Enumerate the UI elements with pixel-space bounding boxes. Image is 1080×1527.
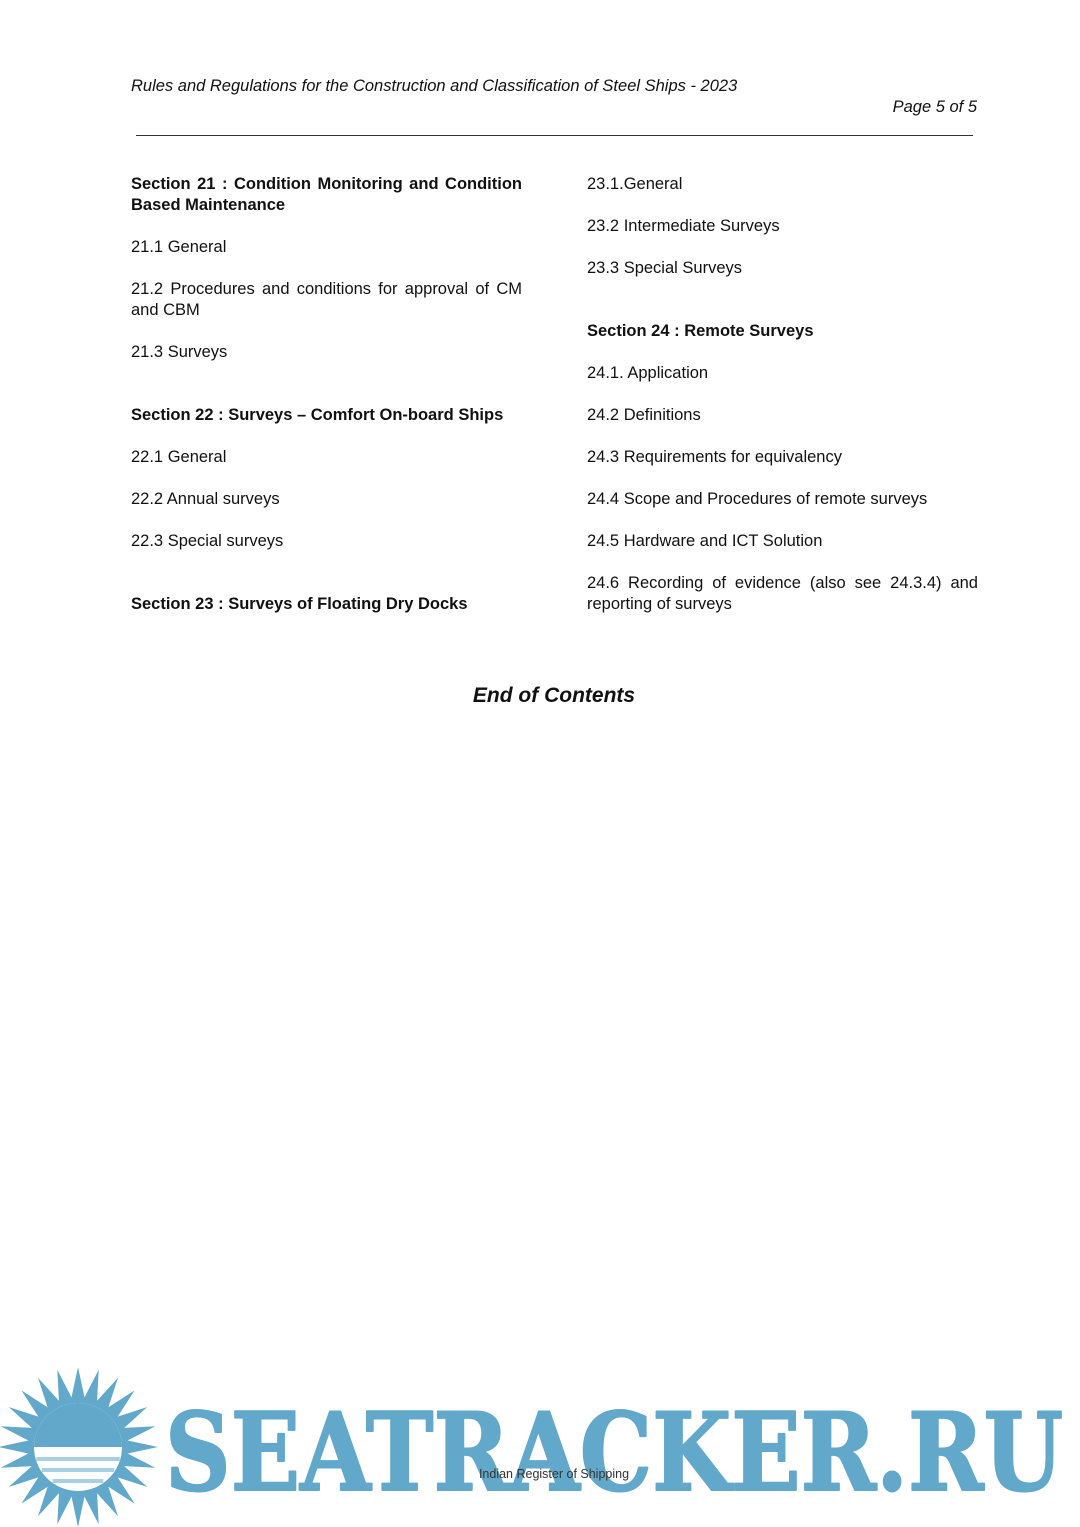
contents-item: 22.2 Annual surveys — [131, 490, 280, 508]
contents-left-column — [131, 174, 522, 636]
seatracker-watermark — [0, 1368, 1080, 1527]
contents-item: 23.2 Intermediate Surveys — [587, 217, 780, 235]
contents-item: 22.1 General — [131, 448, 227, 466]
contents-right-column — [587, 174, 978, 636]
contents-item: 23.1.General — [587, 175, 683, 193]
section-24-heading: Section 24 : Remote Surveys — [587, 322, 814, 340]
page-number: Page 5 of 5 — [892, 98, 977, 116]
contents-item: 21.1 General — [131, 238, 227, 256]
contents-item: 21.2 Procedures and conditions for approval of CM and CBM — [131, 280, 522, 319]
watermark-text: SEATRACKER.RU — [165, 1390, 1063, 1516]
end-of-contents: End of Contents — [472, 684, 636, 707]
contents-item: 22.3 Special surveys — [131, 532, 284, 550]
contents-item: 24.4 Scope and Procedures of remote surveys — [587, 490, 928, 508]
contents-item: 24.1. Application — [587, 364, 709, 382]
section-21-heading: Section 21 : Condition Monitoring and Condition Based Maintenance — [131, 175, 522, 214]
sun-logo-icon — [0, 1368, 158, 1527]
document-title: Rules and Regulations for the Construction and Classification of Steel Ships - 2023 — [131, 77, 738, 95]
contents-item: 21.3 Surveys — [131, 343, 228, 361]
contents-item: 24.3 Requirements for equivalency — [587, 448, 842, 466]
contents-item: 24.6 Recording of evidence (also see 24.3.4) and reporting of surveys — [587, 574, 978, 613]
contents-item: 24.5 Hardware and ICT Solution — [587, 532, 823, 550]
contents-item: 24.2 Definitions — [587, 406, 701, 424]
section-22-heading: Section 22 : Surveys – Comfort On-board Ships — [131, 406, 504, 424]
contents-item: 23.3 Special Surveys — [587, 259, 743, 277]
header-rule — [136, 135, 973, 136]
section-23-heading: Section 23 : Surveys of Floating Dry Docks — [131, 595, 468, 613]
footer-publisher: Indian Register of Shipping — [478, 1467, 630, 1481]
